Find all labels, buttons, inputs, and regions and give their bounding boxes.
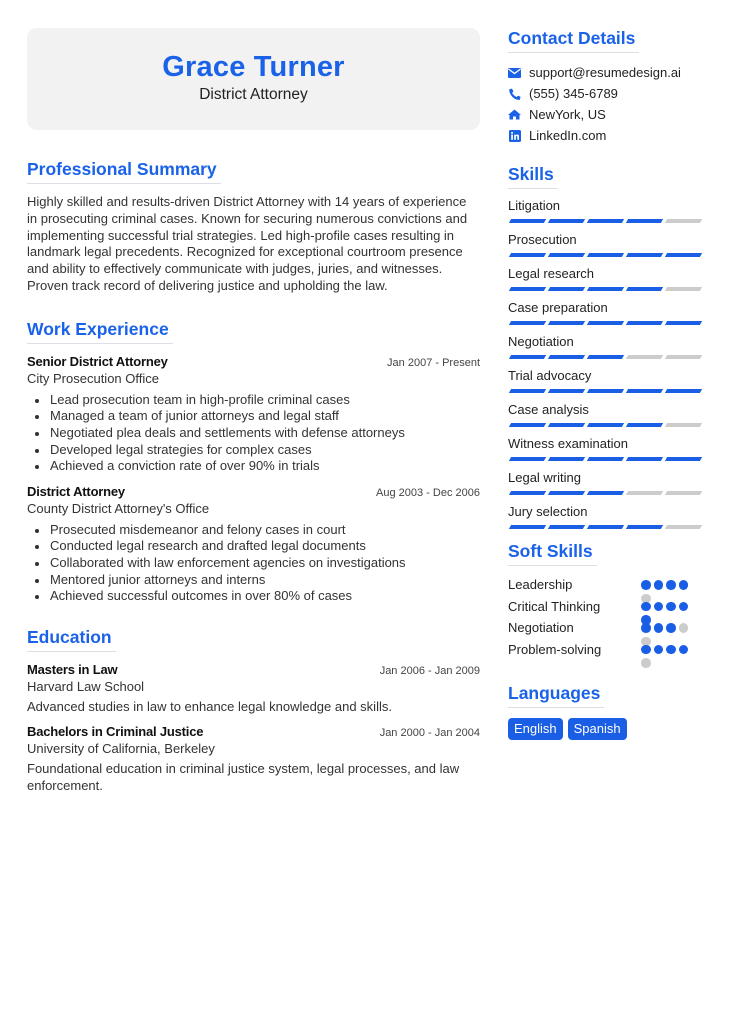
skill-level-segment: [626, 355, 663, 359]
skill-name: Negotiation: [508, 334, 574, 349]
skill-level-segment: [665, 253, 702, 257]
skill-level-segment: [587, 287, 624, 291]
skill-level-segment: [548, 253, 585, 257]
skill-level-segment: [587, 457, 624, 461]
skill-level-segment: [509, 253, 546, 257]
bullet-item: Mentored junior attorneys and interns: [27, 572, 480, 589]
language-tags: [508, 718, 704, 740]
rating-dot: [641, 602, 651, 612]
skill-level-bar: [508, 287, 704, 291]
skill-level-segment: [587, 321, 624, 325]
candidate-title: District Attorney: [199, 86, 308, 103]
rating-dot: [679, 580, 689, 590]
education-dates: Jan 2006 - Jan 2009: [379, 664, 480, 677]
rating-dot: [654, 602, 664, 612]
soft-skill-item: [508, 639, 704, 661]
rating-dot: [641, 658, 651, 668]
job-org: City Prosecution Office: [27, 370, 159, 386]
skill-level-bar: [508, 389, 704, 393]
skill-item: [508, 265, 704, 291]
skill-level-bar: [508, 355, 704, 359]
job-org: County District Attorney's Office: [27, 500, 210, 516]
skill-level-bar: [508, 321, 704, 325]
education-entry: [27, 724, 480, 794]
skill-item: [508, 367, 704, 393]
soft-skills-list: [508, 574, 704, 660]
soft-skill-name: Negotiation: [508, 620, 574, 635]
job-title: District Attorney: [27, 483, 125, 499]
skill-item: [508, 333, 704, 359]
skill-level-segment: [626, 457, 663, 461]
contact-text: LinkedIn.com: [529, 128, 607, 143]
rating-dot: [654, 623, 664, 633]
skills-section: [508, 164, 704, 529]
skill-level-bar: [508, 423, 704, 427]
rating-dot: [666, 623, 676, 633]
rating-dot: [679, 602, 689, 612]
soft-skill-rating: [641, 645, 689, 668]
experience-section: [27, 319, 480, 605]
education-description: Advanced studies in law to enhance legal knowledge and skills.: [27, 698, 392, 714]
skill-name: Case analysis: [508, 402, 589, 417]
skill-level-segment: [587, 525, 624, 529]
skill-item: [508, 503, 704, 529]
header-card: [27, 28, 480, 130]
skill-level-bar: [508, 525, 704, 529]
skill-level-segment: [548, 355, 585, 359]
contact-email[interactable]: [508, 62, 704, 83]
degree: Masters in Law: [27, 661, 118, 677]
job-dates: Jan 2007 - Present: [387, 356, 480, 369]
bullet-item: Managed a team of junior attorneys and legal staff: [27, 408, 480, 425]
job-bullets: [27, 392, 480, 475]
summary-heading: Professional Summary: [27, 159, 221, 184]
skill-level-segment: [509, 355, 546, 359]
skill-name: Legal research: [508, 266, 594, 281]
envelope-icon: [508, 66, 521, 79]
contact-location: [508, 104, 704, 125]
bullet-item: Developed legal strategies for complex cases: [27, 442, 480, 459]
home-icon: [508, 108, 521, 121]
school: University of California, Berkeley: [27, 741, 215, 757]
bullet-item: Lead prosecution team in high-profile criminal cases: [27, 392, 480, 409]
skill-level-segment: [548, 525, 585, 529]
bullet-item: Conducted legal research and drafted legal documents: [27, 538, 480, 555]
language-tag: Spanish: [568, 718, 627, 740]
skill-item: [508, 231, 704, 257]
rating-dot: [666, 602, 676, 612]
skill-level-segment: [548, 321, 585, 325]
skill-item: [508, 469, 704, 495]
education-heading: Education: [27, 627, 116, 652]
language-tag: English: [508, 718, 563, 740]
skill-level-segment: [626, 287, 663, 291]
skill-name: Litigation: [508, 198, 561, 213]
skill-level-segment: [548, 457, 585, 461]
soft-skill-item: [508, 574, 704, 596]
skill-name: Legal writing: [508, 470, 581, 485]
skill-level-segment: [665, 287, 702, 291]
rating-dot: [666, 645, 676, 655]
job-title: Senior District Attorney: [27, 353, 168, 369]
rating-dot: [654, 645, 664, 655]
skills-list: [508, 197, 704, 529]
skill-item: [508, 299, 704, 325]
summary-text: Highly skilled and results-driven District Attorney with 14 years of experience in prosecuting criminal cases. Known for securing numerous convictions and implementing successful trial strategies. Led high-profile cases resulting in landmark legal precedents. Recognized for exceptional courtroom presence and ability to effectively communicate with judges, juries, and witnesses. Proven track record of delivering justice and upholding the law.: [27, 194, 468, 293]
skill-name: Witness examination: [508, 436, 628, 451]
skill-item: [508, 435, 704, 461]
contact-text: NewYork, US: [529, 107, 606, 122]
skill-level-segment: [665, 389, 702, 393]
rating-dot: [641, 580, 651, 590]
contact-text: support@resumedesign.ai: [529, 65, 681, 80]
linkedin-icon: [508, 129, 521, 142]
skill-level-segment: [587, 253, 624, 257]
skill-level-segment: [665, 423, 702, 427]
skill-level-segment: [665, 355, 702, 359]
skill-level-segment: [509, 219, 546, 223]
skill-level-segment: [665, 525, 702, 529]
skill-level-segment: [626, 525, 663, 529]
soft-skill-name: Leadership: [508, 577, 573, 592]
skill-name: Jury selection: [508, 504, 588, 519]
school: Harvard Law School: [27, 678, 145, 694]
sidebar-column: [508, 28, 704, 740]
contact-heading: Contact Details: [508, 28, 639, 53]
skill-level-segment: [509, 423, 546, 427]
bullet-item: Collaborated with law enforcement agencies on investigations: [27, 555, 480, 572]
skill-level-segment: [626, 219, 663, 223]
skill-level-bar: [508, 253, 704, 257]
skill-level-segment: [509, 457, 546, 461]
skill-level-segment: [587, 389, 624, 393]
bullet-item: Achieved successful outcomes in over 80% of cases: [27, 588, 480, 605]
skill-level-segment: [509, 321, 546, 325]
languages-heading: Languages: [508, 683, 604, 708]
rating-dot: [666, 580, 676, 590]
bullet-item: Negotiated plea deals and settlements with defense attorneys: [27, 425, 480, 442]
job-entry: [27, 354, 480, 475]
skill-level-bar: [508, 457, 704, 461]
soft-skill-item: [508, 596, 704, 618]
skill-level-segment: [548, 491, 585, 495]
skill-level-segment: [509, 287, 546, 291]
skill-level-segment: [665, 321, 702, 325]
skill-level-segment: [587, 423, 624, 427]
soft-skill-item: [508, 617, 704, 639]
rating-dot: [654, 580, 664, 590]
skill-level-segment: [587, 491, 624, 495]
skill-level-bar: [508, 491, 704, 495]
summary-section: [27, 159, 480, 295]
skill-level-segment: [626, 423, 663, 427]
skill-level-segment: [509, 491, 546, 495]
skill-level-segment: [509, 389, 546, 393]
skill-name: Case preparation: [508, 300, 608, 315]
contact-linkedin[interactable]: [508, 125, 704, 146]
skill-level-segment: [548, 219, 585, 223]
skill-level-segment: [548, 287, 585, 291]
soft-skill-name: Critical Thinking: [508, 598, 601, 614]
bullet-item: Achieved a conviction rate of over 90% in trials: [27, 458, 480, 475]
bullet-item: Prosecuted misdemeanor and felony cases in court: [27, 522, 480, 539]
skill-level-segment: [626, 389, 663, 393]
contact-text: (555) 345-6789: [529, 86, 618, 101]
skill-level-segment: [548, 389, 585, 393]
skill-name: Trial advocacy: [508, 368, 592, 383]
main-column: [27, 28, 480, 795]
candidate-name: Grace Turner: [162, 51, 345, 83]
education-dates: Jan 2000 - Jan 2004: [379, 727, 480, 740]
education-section: [27, 627, 480, 795]
skill-level-segment: [665, 457, 702, 461]
job-entry: [27, 484, 480, 605]
skill-level-segment: [587, 355, 624, 359]
rating-dot: [679, 623, 689, 633]
phone-icon: [508, 87, 521, 100]
education-description: Foundational education in criminal justice system, legal processes, and law enforcement.: [27, 761, 460, 793]
skill-level-segment: [626, 491, 663, 495]
soft-skill-name: Problem-solving: [508, 641, 602, 657]
skill-level-bar: [508, 219, 704, 223]
skill-level-segment: [665, 491, 702, 495]
rating-dot: [679, 645, 689, 655]
skill-level-segment: [665, 219, 702, 223]
degree: Bachelors in Criminal Justice: [27, 724, 204, 740]
skill-name: Prosecution: [508, 232, 577, 247]
skill-level-segment: [626, 253, 663, 257]
job-bullets: [27, 522, 480, 605]
skill-level-segment: [509, 525, 546, 529]
skill-item: [508, 401, 704, 427]
skill-item: [508, 197, 704, 223]
contact-section: [508, 28, 704, 146]
soft-skills-heading: Soft Skills: [508, 541, 597, 566]
skill-level-segment: [548, 423, 585, 427]
education-entry: [27, 662, 480, 716]
contact-phone[interactable]: [508, 83, 704, 104]
rating-dot: [641, 623, 651, 633]
soft-skills-section: [508, 541, 704, 660]
languages-section: [508, 683, 704, 740]
skills-heading: Skills: [508, 164, 558, 189]
rating-dot: [641, 645, 651, 655]
experience-heading: Work Experience: [27, 319, 173, 344]
job-dates: Aug 2003 - Dec 2006: [376, 486, 480, 499]
skill-level-segment: [626, 321, 663, 325]
skill-level-segment: [587, 219, 624, 223]
